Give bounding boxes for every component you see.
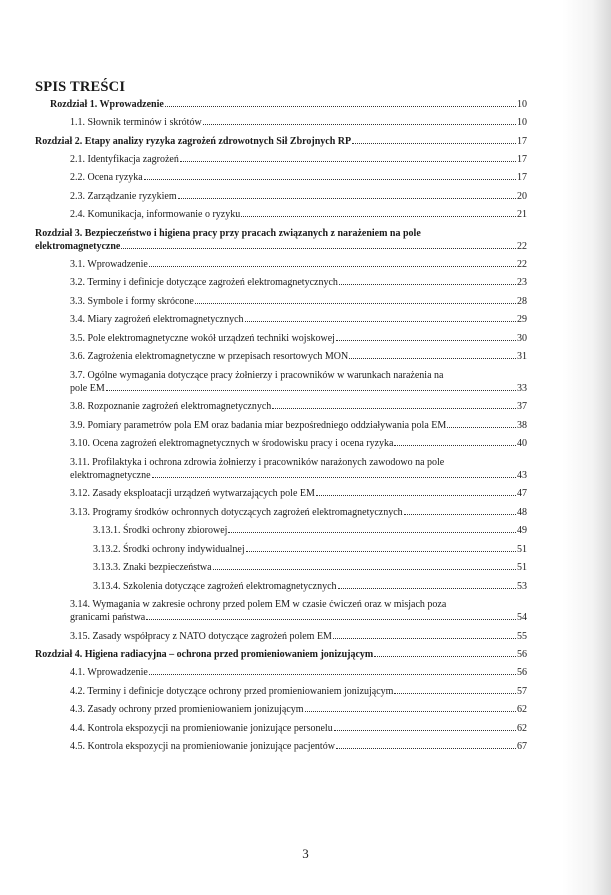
toc-entry xyxy=(35,598,527,624)
toc-chapter-entry xyxy=(35,227,527,253)
dot-leader xyxy=(246,543,516,552)
toc-entry-title: 3.10. Ocena zagrożeń elektromagnetycznych w środowisku pracy i ocena ryzyka xyxy=(70,438,394,449)
toc-entry-title: 2.2. Ocena ryzyka xyxy=(70,172,143,183)
toc-entry xyxy=(35,487,527,500)
toc-entry xyxy=(35,580,527,593)
toc-entry-title: 3.6. Zagrożenia elektromagnetyczne w przepisach resortowych MON xyxy=(70,351,349,362)
toc-chapter-entry xyxy=(35,648,527,661)
toc-entry-title: elektromagnetyczne xyxy=(70,469,151,481)
toc-entry-title: 3.8. Rozpoznanie zagrożeń elektromagnetycznych xyxy=(70,401,272,412)
toc-entry-title-line: 3.14. Wymagania w zakresie ochrony przed polem EM w czasie ćwiczeń oraz w misjach poza xyxy=(70,599,447,610)
dot-leader xyxy=(149,666,516,675)
toc-entry xyxy=(35,369,527,395)
toc-entry-title: 3.3. Symbole i formy skrócone xyxy=(70,295,194,307)
toc-entry xyxy=(35,524,527,537)
toc-entry xyxy=(35,703,527,716)
toc-entry-page: 17 xyxy=(517,135,527,147)
toc-entry-title: 4.2. Terminy i definicje dotyczące ochrony przed promieniowaniem jonizującym xyxy=(70,685,394,697)
toc-entry-page: 33 xyxy=(517,382,527,394)
dot-leader xyxy=(144,171,516,180)
dot-leader xyxy=(316,487,516,496)
toc-entry xyxy=(35,561,527,574)
toc-entry-page: 40 xyxy=(517,438,527,449)
table-of-contents xyxy=(35,98,527,759)
dot-leader xyxy=(336,740,516,749)
toc-entry-title: 4.4. Kontrola ekspozycji na promieniowanie jonizujące personelu xyxy=(70,722,333,734)
toc-entry-page: 22 xyxy=(517,258,527,270)
toc-entry-title: 4.3. Zasady ochrony przed promieniowaniem jonizującym xyxy=(70,704,304,715)
toc-entry xyxy=(35,630,527,643)
toc-entry xyxy=(35,313,527,326)
toc-entry xyxy=(35,332,527,345)
dot-leader xyxy=(394,685,516,694)
toc-entry xyxy=(35,543,527,556)
toc-entry-page: 29 xyxy=(517,314,527,325)
dot-leader xyxy=(338,580,516,589)
dot-leader xyxy=(447,419,516,428)
toc-entry xyxy=(35,666,527,679)
dot-leader xyxy=(349,350,516,359)
toc-entry xyxy=(35,171,527,184)
toc-entry-title-line: 3.7. Ogólne wymagania dotyczące pracy żołnierzy i pracowników w warunkach narażenia na xyxy=(70,369,444,381)
toc-entry-page: 23 xyxy=(517,277,527,288)
toc-entry-title: 2.4. Komunikacja, informowanie o ryzyku xyxy=(70,209,241,220)
toc-entry-page: 56 xyxy=(517,649,527,660)
toc-entry-page: 53 xyxy=(517,580,527,592)
toc-entry-title: 3.13.3. Znaki bezpieczeństwa xyxy=(93,562,212,573)
toc-entry xyxy=(35,295,527,308)
toc-entry-page: 37 xyxy=(517,401,527,412)
toc-entry-page: 51 xyxy=(517,562,527,573)
toc-entry xyxy=(35,116,527,129)
toc-title: SPIS TREŚCI xyxy=(35,79,126,95)
toc-entry xyxy=(35,437,527,450)
toc-entry-title-line: 3.11. Profilaktyka i ochrona zdrowia żołnierzy i pracowników narażonych zawodowo na pole xyxy=(70,456,445,468)
toc-chapter-entry xyxy=(35,135,527,148)
toc-entry-title: 3.13.2. Środki ochrony indywidualnej xyxy=(93,543,245,555)
toc-entry-page: 56 xyxy=(517,667,527,678)
dot-leader xyxy=(121,240,516,249)
dot-leader xyxy=(404,506,516,515)
toc-entry-title: 3.9. Pomiary parametrów pola EM oraz badania miar bezpośredniego oddziaływania pola EM xyxy=(70,419,447,431)
dot-leader xyxy=(334,722,516,731)
dot-leader xyxy=(178,190,516,199)
toc-entry-title: 4.5. Kontrola ekspozycji na promieniowanie jonizujące pacjentów xyxy=(70,741,335,752)
toc-entry xyxy=(35,685,527,698)
dot-leader xyxy=(305,703,516,712)
toc-entry xyxy=(35,350,527,363)
toc-entry-title: 3.1. Wprowadzenie xyxy=(70,258,148,270)
toc-entry-title: 1.1. Słownik terminów i skrótów xyxy=(70,117,202,128)
dot-leader xyxy=(203,116,516,125)
toc-entry-page: 55 xyxy=(517,630,527,642)
toc-entry xyxy=(35,190,527,203)
toc-entry xyxy=(35,208,527,221)
toc-entry xyxy=(35,400,527,413)
toc-entry-page: 43 xyxy=(517,469,527,481)
toc-entry-title: 3.2. Terminy i definicje dotyczące zagrożeń elektromagnetycznych xyxy=(70,277,338,288)
toc-entry-page: 51 xyxy=(517,543,527,555)
toc-entry-page: 21 xyxy=(517,209,527,220)
toc-entry-title: pole EM xyxy=(70,382,105,394)
dot-leader xyxy=(149,258,516,267)
dot-leader xyxy=(241,208,516,217)
toc-entry-title: Rozdział 2. Etapy analizy ryzyka zagrożeń zdrowotnych Sił Zbrojnych RP xyxy=(35,135,352,147)
toc-entry xyxy=(35,258,527,271)
toc-entry-title-line: Rozdział 3. Bezpieczeństwo i higiena pracy przy pracach związanych z narażeniem na pole xyxy=(35,227,421,239)
dot-leader xyxy=(352,135,516,144)
dot-leader xyxy=(394,437,516,446)
toc-entry-page: 28 xyxy=(517,295,527,307)
dot-leader xyxy=(272,400,516,409)
dot-leader xyxy=(106,382,516,391)
toc-entry-page: 10 xyxy=(517,99,527,110)
toc-entry xyxy=(35,506,527,519)
toc-entry-title: elektromagnetyczne xyxy=(35,240,121,252)
dot-leader xyxy=(195,295,516,304)
toc-entry-title: 2.3. Zarządzanie ryzykiem xyxy=(70,190,177,202)
toc-entry-title: 2.1. Identyfikacja zagrożeń xyxy=(70,153,179,165)
dot-leader xyxy=(213,561,516,570)
dot-leader xyxy=(336,332,516,341)
dot-leader xyxy=(333,630,516,639)
toc-entry-page: 30 xyxy=(517,332,527,344)
toc-entry-page: 49 xyxy=(517,525,527,536)
dot-leader xyxy=(180,153,516,162)
toc-entry xyxy=(35,419,527,432)
toc-entry-title: 4.1. Wprowadzenie xyxy=(70,667,148,678)
toc-entry-title: 3.13. Programy środków ochronnych dotyczących zagrożeń elektromagnetycznych xyxy=(70,506,403,518)
page-number: 3 xyxy=(302,846,309,861)
toc-entry-title: 3.15. Zasady współpracy z NATO dotyczące zagrożeń polem EM xyxy=(70,630,332,642)
dot-leader xyxy=(152,469,516,478)
toc-entry-title: 3.13.4. Szkolenia dotyczące zagrożeń elektromagnetycznych xyxy=(93,580,337,592)
toc-entry xyxy=(35,276,527,289)
toc-entry-page: 67 xyxy=(517,741,527,752)
toc-entry xyxy=(35,153,527,166)
toc-entry-page: 10 xyxy=(517,117,527,128)
toc-entry-page: 31 xyxy=(517,351,527,362)
dot-leader xyxy=(146,611,516,620)
toc-entry-page: 17 xyxy=(517,172,527,183)
dot-leader xyxy=(165,98,516,107)
toc-entry-title: 3.4. Miary zagrożeń elektromagnetycznych xyxy=(70,314,244,325)
toc-entry-page: 17 xyxy=(517,153,527,165)
dot-leader xyxy=(228,524,516,533)
toc-entry-page: 57 xyxy=(517,685,527,697)
toc-entry-title: Rozdział 4. Higiena radiacyjna – ochrona przed promieniowaniem jonizującym xyxy=(35,649,374,660)
toc-entry xyxy=(35,722,527,735)
dot-leader xyxy=(339,276,516,285)
toc-entry-title: granicami państwa xyxy=(70,612,146,623)
toc-entry-title: 3.13.1. Środki ochrony zbiorowej xyxy=(93,525,228,536)
dot-leader xyxy=(245,313,516,322)
toc-entry-title: 3.12. Zasady eksploatacji urządzeń wytwarzających pole EM xyxy=(70,488,315,499)
dot-leader xyxy=(374,648,516,657)
toc-entry-page: 47 xyxy=(517,488,527,499)
toc-entry-page: 38 xyxy=(517,419,527,431)
toc-entry-title: Rozdział 1. Wprowadzenie xyxy=(50,99,164,110)
toc-entry xyxy=(35,740,527,753)
toc-entry-page: 20 xyxy=(517,190,527,202)
toc-entry-page: 54 xyxy=(517,612,527,623)
toc-entry xyxy=(35,456,527,482)
toc-entry-page: 62 xyxy=(517,704,527,715)
toc-entry-page: 48 xyxy=(517,506,527,518)
toc-entry-title: 3.5. Pole elektromagnetyczne wokół urządzeń techniki wojskowej xyxy=(70,332,335,344)
toc-chapter-entry xyxy=(35,98,527,111)
toc-entry-page: 22 xyxy=(517,240,527,252)
toc-entry-page: 62 xyxy=(517,722,527,734)
